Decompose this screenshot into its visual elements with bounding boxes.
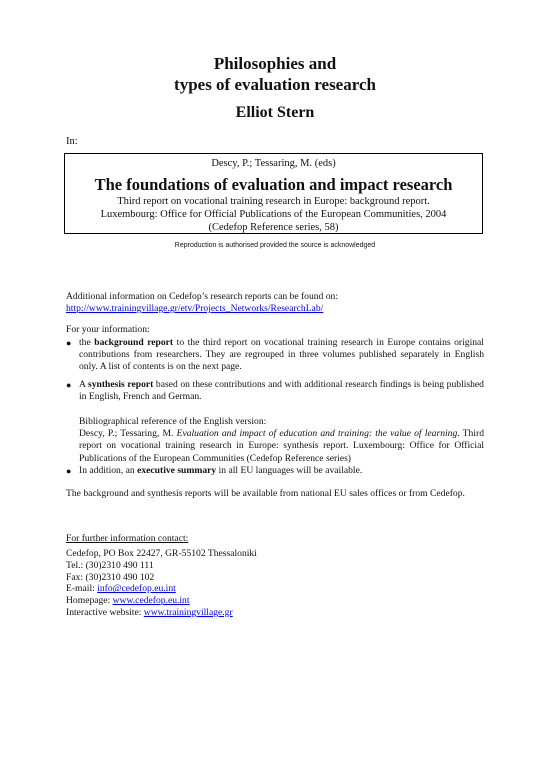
- bullet-bold: executive summary: [137, 465, 217, 476]
- contact-email-row: [66, 583, 484, 595]
- bullet-text: to the third report on vocational training research in Europe contains original contributions from researchers. They are regrouped in three volumes published separately in English only. A list of contents is on the next page.: [79, 337, 484, 373]
- contact-heading-text: For further information contact: [66, 533, 186, 544]
- for-info-label: For your information:: [66, 324, 150, 335]
- editors: Descy, P.; Tessaring, M. (eds): [211, 158, 336, 169]
- interactive-website-link[interactable]: www.trainingvillage.gr: [143, 606, 233, 618]
- homepage-link[interactable]: www.cedefop.eu.int: [112, 595, 190, 607]
- bullet-text: In addition, an: [79, 465, 138, 476]
- source-line-1: Third report on vocational training research in Europe: background report.: [117, 196, 430, 207]
- bullet-bold: background report: [94, 337, 174, 348]
- contact-heading: [66, 533, 188, 544]
- source-line-2: Luxembourg: Office for Official Publications of the European Communities, 2004: [100, 209, 447, 220]
- additional-info-text: Additional information on Cedefop’s research reports can be found on:: [66, 291, 339, 302]
- bullet-text: A: [79, 379, 88, 390]
- research-lab-link[interactable]: http://www.trainingvillage.gr/etv/Projects_Networks/ResearchLab/: [66, 303, 324, 315]
- title-line-1: Philosophies and: [213, 54, 337, 73]
- author: Elliot Stern: [235, 104, 315, 121]
- bullet-dot-icon: ●: [66, 466, 72, 476]
- title-line-2: types of evaluation research: [174, 75, 376, 94]
- email-link[interactable]: info@cedefop.eu.int: [97, 583, 176, 595]
- homepage-label: Homepage:: [66, 595, 113, 607]
- bullet-executive-summary: [66, 465, 484, 477]
- contact-tel: Tel.: (30)2310 490 111: [66, 559, 154, 571]
- additional-info: [66, 291, 484, 315]
- book-title: The foundations of evaluation and impact research: [94, 175, 453, 194]
- source-line-3: (Cedefop Reference series, 58): [208, 222, 339, 233]
- bib-label: Bibliographical reference of the English version:: [79, 416, 267, 427]
- contact-address: Cedefop, PO Box 22427, GR-55102 Thessaloniki: [66, 548, 257, 559]
- bullet-synthesis-report: [66, 379, 484, 403]
- bullet-bold: synthesis report: [88, 379, 154, 390]
- contact-heading-colon: :: [185, 533, 189, 544]
- contact-interactive-row: [66, 607, 484, 619]
- bullet-background-report: [66, 337, 484, 374]
- contact-details: [66, 548, 484, 619]
- availability-note: The background and synthesis reports will be available from national EU sales offices or from Cedefop.: [66, 488, 465, 499]
- in-label: In:: [66, 136, 78, 147]
- bib-authors: Descy, P.; Tessaring, M.: [79, 428, 177, 440]
- contact-homepage-row: [66, 595, 484, 607]
- reproduction-note: Reproduction is authorised provided the source is acknowledged: [174, 242, 376, 249]
- bullet-dot-icon: ●: [66, 338, 72, 348]
- bib-title: Evaluation and impact of education and training: the value of learning: [176, 428, 458, 440]
- bibliographical-reference: [79, 416, 484, 465]
- bullet-text: based on these contributions and with additional research findings is being published in English, French and German.: [79, 379, 484, 403]
- bib-rest: . Third report on vocational training research in Europe: synthesis report. Luxembourg: Office for Official Publications of the European Communities (Cedefop Reference series): [79, 428, 484, 464]
- source-box: [64, 153, 483, 234]
- contact-fax: Fax: (30)2310 490 102: [66, 571, 155, 583]
- bullet-text: in all EU languages will be available.: [216, 465, 363, 476]
- bullet-dot-icon: ●: [66, 380, 72, 390]
- email-label: E-mail:: [66, 583, 98, 595]
- interactive-label: Interactive website:: [66, 606, 144, 618]
- bullet-text: the: [79, 337, 95, 348]
